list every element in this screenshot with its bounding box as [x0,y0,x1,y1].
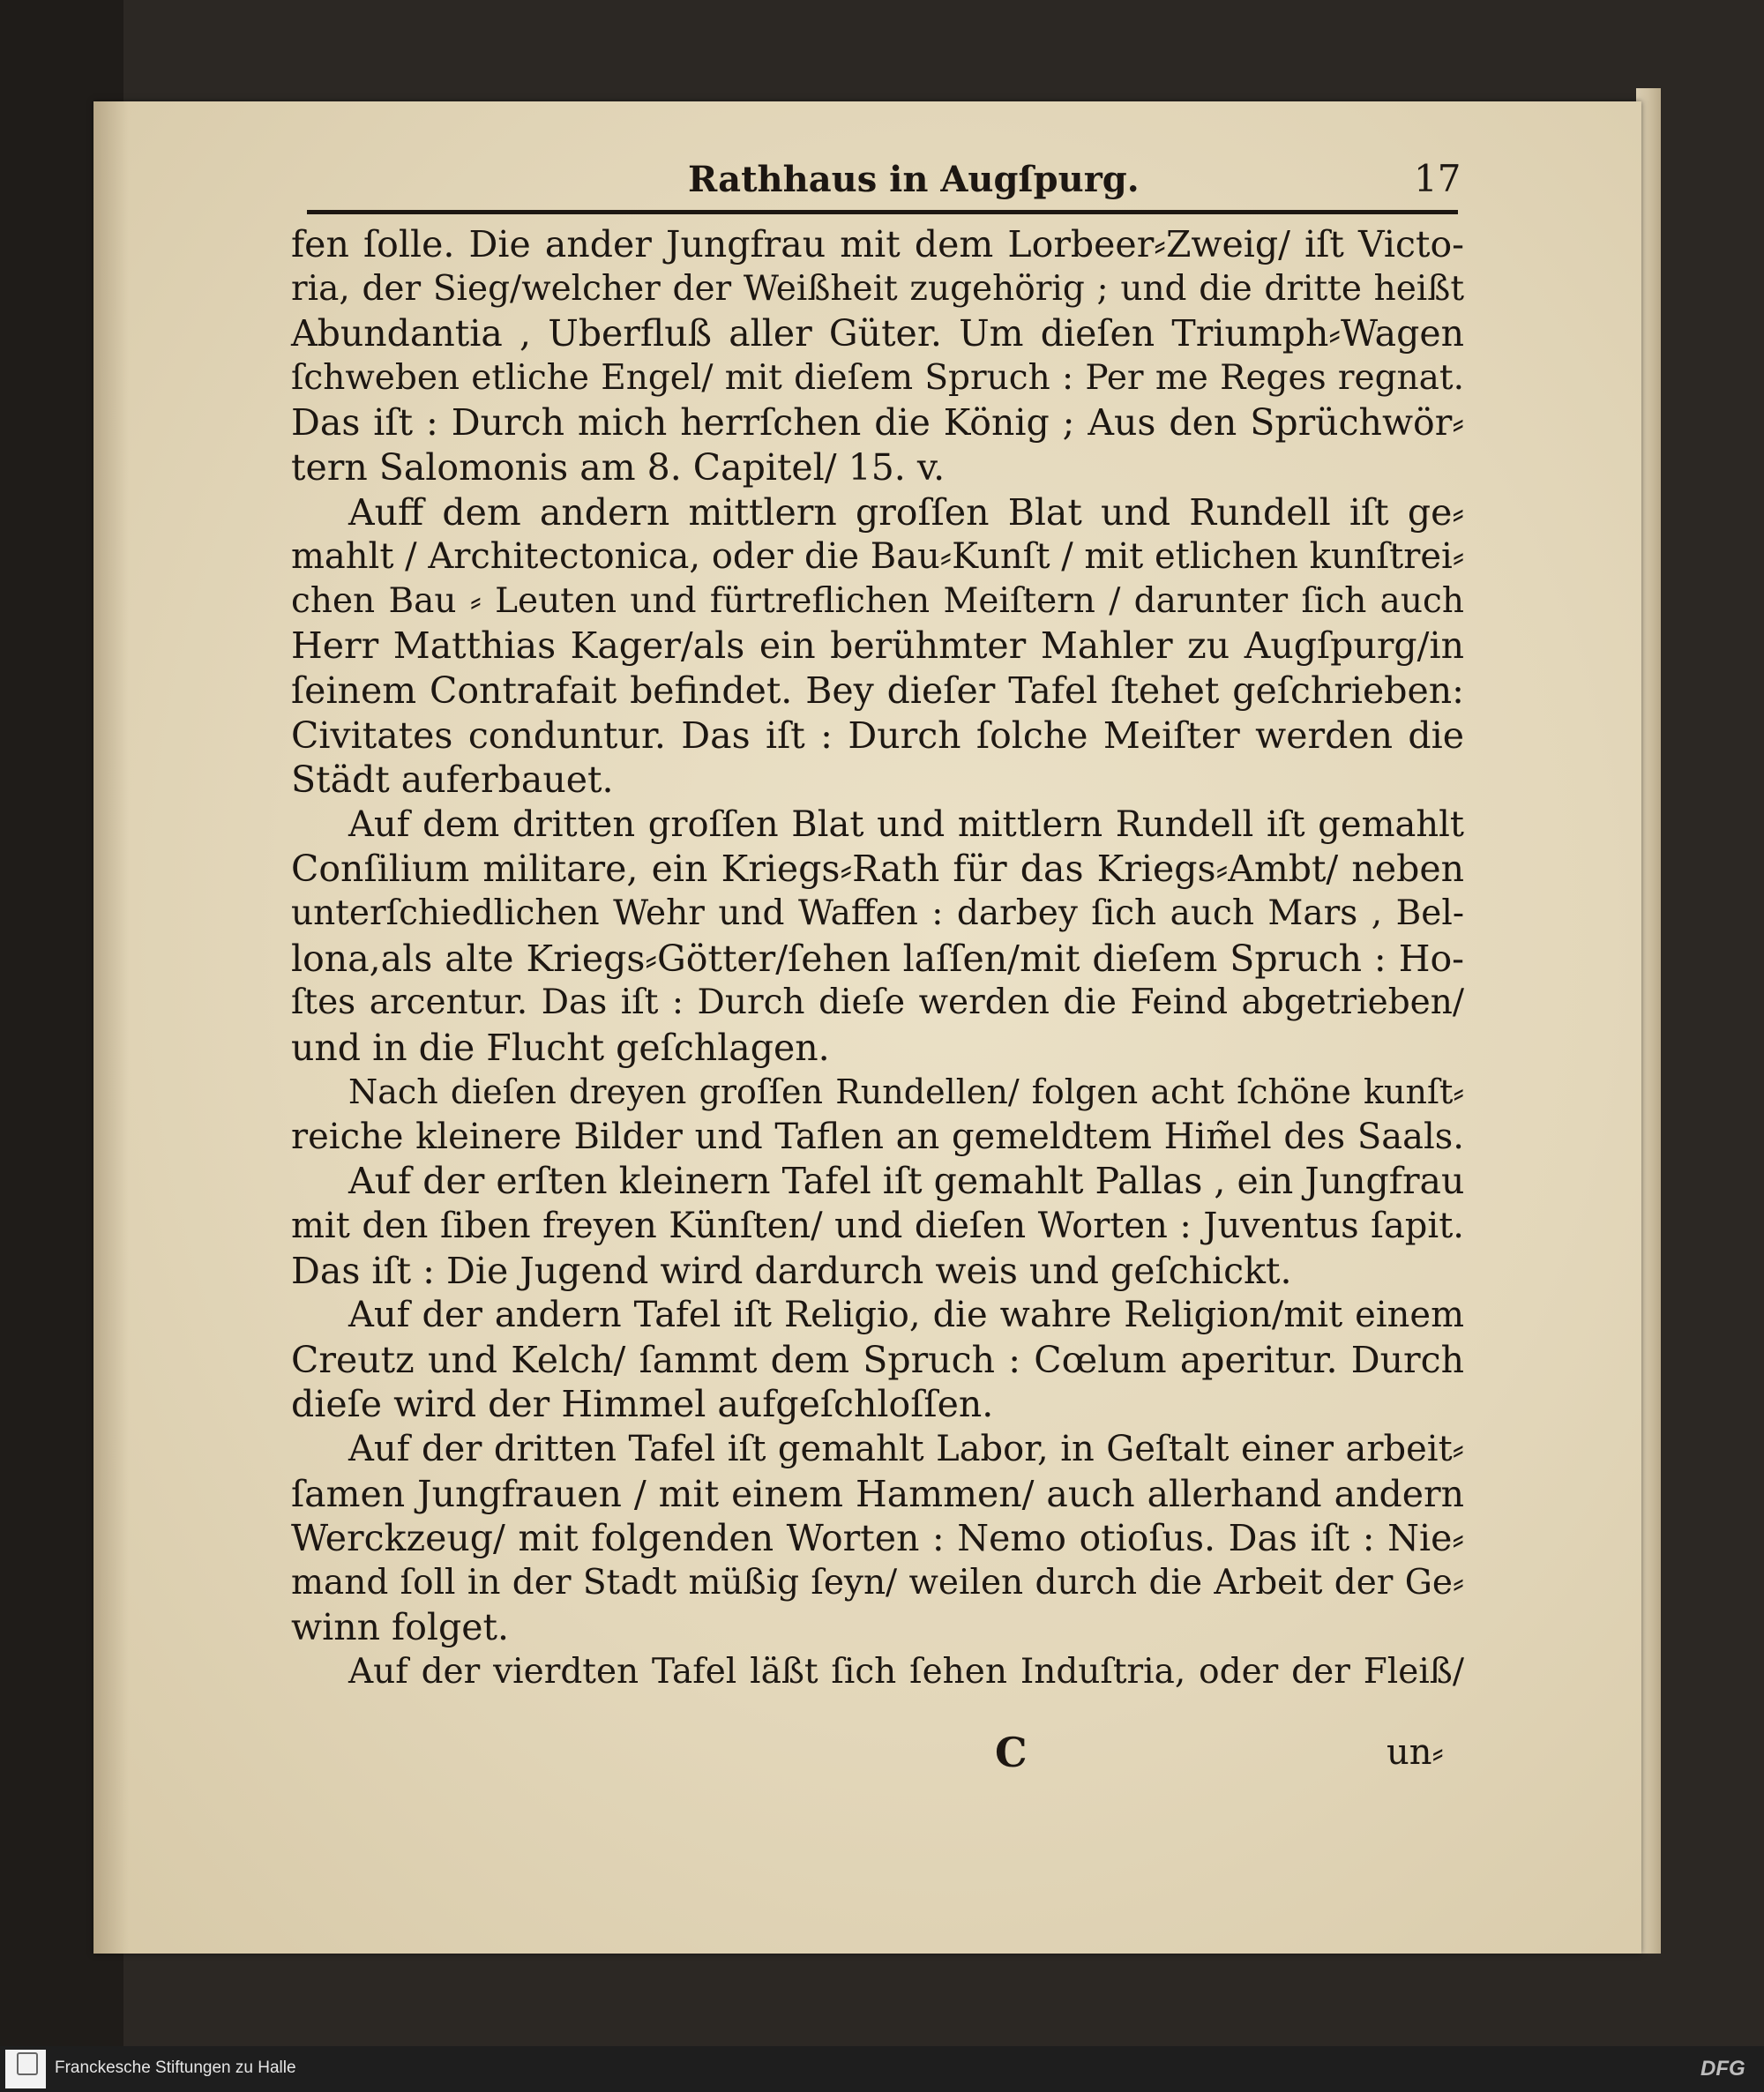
body-text [291,222,1464,1695]
institution-logo[interactable] [5,2050,46,2088]
text-line: ſtes arcentur. Das iſt : Durch dieſe werden die Feind abgetrieben/ [291,982,1464,1023]
building-icon [17,2052,38,2075]
institution-name[interactable]: Franckesche Stiftungen zu Halle [55,2058,296,2077]
text-line: Städt auferbauet. [291,758,614,802]
text-line: unterſchiedlichen Wehr und Waffen : darbey ſich auch Mars , Bel- [291,893,1464,933]
text-line: dieſe wird der Himmel aufgeſchloſſen. [291,1383,994,1426]
text-line: Conſilium militare, ein Kriegs⸗Rath für das Kriegs⸗Ambt/ neben [291,848,1464,891]
text-line: lona,als alte Kriegs⸗Götter/ſehen laſſen/mit dieſem Spruch : Ho- [291,937,1464,980]
catchword: un⸗ [1387,1732,1444,1773]
page-gutter-shadow [93,101,129,1954]
signature-mark: C [995,1729,1028,1776]
text-line: und in die Flucht geſchlagen. [291,1026,830,1069]
text-line: Auf der dritten Tafel iſt gemahlt Labor, in Geſtalt einer arbeit⸗ [348,1429,1464,1470]
text-line: Civitates conduntur. Das iſt : Durch ſolche Meiſter werden die [291,714,1464,757]
text-line: mand ſoll in der Stadt müßig ſeyn/ weilen durch die Arbeit der Ge⸗ [291,1562,1464,1603]
text-line: ſeinem Contrafait befindet. Bey dieſer Tafel ſtehet geſchrieben: [291,669,1464,712]
text-line: Auf der andern Tafel iſt Religio, die wahre Religion/mit einem [348,1295,1464,1336]
running-header: Rathhaus in Augſpurg. [688,159,1140,200]
text-line: Herr Matthias Kager/als ein berühmter Mahler zu Augſpurg/in [291,624,1464,668]
text-line: reiche kleinere Bilder und Taflen an gemeldtem Him̃el des Saals. [291,1116,1464,1157]
text-line: Creutz und Kelch/ ſammt dem Spruch : Cœlum aperitur. Durch [291,1338,1464,1381]
text-line: fen ſolle. Die ander Jungfrau mit dem Lorbeer⸗Zweig/ iſt Victo- [291,223,1464,265]
header-rule [307,210,1458,214]
text-line: ſchweben etliche Engel/ mit dieſem Spruch : Per me Reges regnat. [291,357,1464,398]
text-line: winn folget. [291,1606,510,1649]
footer-bar [0,2046,1764,2092]
text-line: mit den ſiben freyen Künſten/ und dieſen Worten : Juventus ſapit. [291,1206,1464,1247]
text-line: ſamen Jungfrauen / mit einem Hammen/ auch allerhand andern [291,1472,1464,1515]
text-line: Abundantia , Uberfluß aller Güter. Um dieſen Triumph⸗Wagen [291,312,1464,355]
text-line: Auf dem dritten groſſen Blat und mittlern Rundell iſt gemahlt [348,803,1464,845]
text-line: Das iſt : Die Jugend wird dardurch weis und geſchickt. [291,1249,1292,1292]
text-line: ria, der Sieg/welcher der Weißheit zugehörig ; und die dritte heißt [291,268,1464,309]
text-line: mahlt / Architectonica, oder die Bau⸗Kunſt / mit etlichen kunſtrei⸗ [291,536,1465,578]
text-line: Werckzeug/ mit folgenden Worten : Nemo otioſus. Das iſt : Nie⸗ [291,1517,1464,1560]
text-line: Auff dem andern mittlern groſſen Blat und Rundell iſt ge⸗ [348,490,1464,534]
text-line: Auf der erſten kleinern Tafel iſt gemahlt Pallas , ein Jungfrau [348,1160,1465,1203]
text-line: chen Bau ⸗ Leuten und fürtreflichen Meiſtern / darunter ſich auch [291,580,1464,621]
text-line: Nach dieſen dreyen groſſen Rundellen/ folgen acht ſchöne kunſt⸗ [348,1072,1464,1112]
text-line: tern Salomonis am 8. Capitel/ 15. v. [291,445,946,489]
text-line: Das iſt : Durch mich herrſchen die König ; Aus den Sprüchwör⸗ [291,401,1464,445]
dfg-logo[interactable]: DFG [1700,2057,1745,2081]
text-line: Auf der vierdten Tafel läßt ſich ſehen Induſtria, oder der Fleiß/ [348,1652,1464,1692]
page-number: 17 [1414,157,1461,200]
